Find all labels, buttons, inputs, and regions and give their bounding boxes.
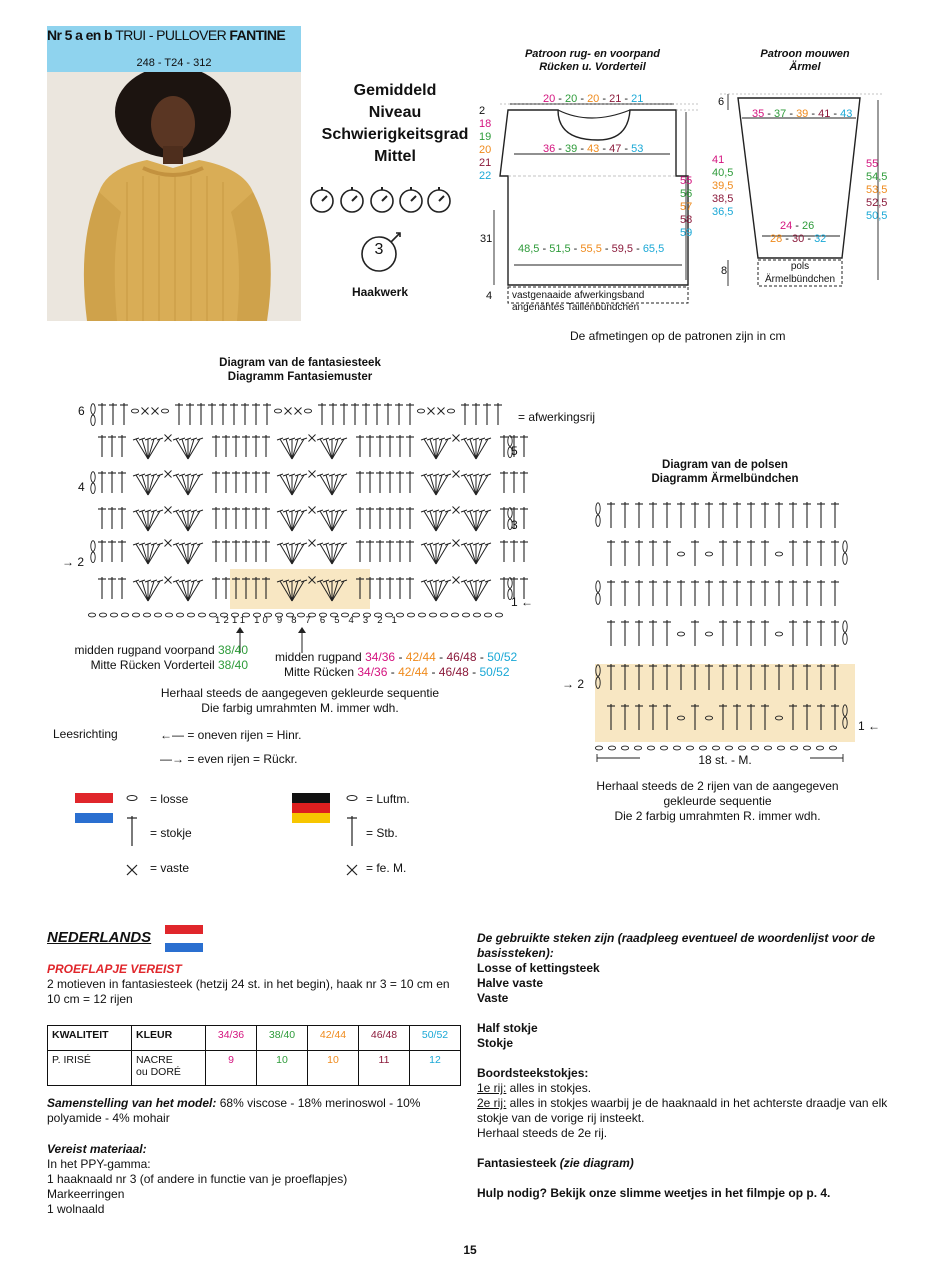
odd-rows-direction: ←— = oneven rijen = Hinr. <box>160 728 302 742</box>
th-quality: KWALITEIT <box>48 1026 132 1051</box>
td-color: NACRE ou DORÉ <box>132 1051 206 1086</box>
legend-sc-nl: = vaste <box>150 861 190 875</box>
materials: Vereist materiaal: In het PPY-gamma: 1 haaknaald nr 3 (of andere in functie van je proeflapjes) Markeerringen 1 wolnaald <box>47 1142 348 1216</box>
row-label-3: 3 <box>511 518 518 532</box>
legend-symbols-nl <box>120 788 150 883</box>
center-back-label-de: Mitte Rücken 34/36 - 42/44 - 46/48 - 50/52 <box>284 665 510 679</box>
dutch-flag-white <box>75 803 113 813</box>
gauge-heading: PROEFLAPJE VEREIST <box>47 962 182 976</box>
reading-direction-label: Leesrichting <box>53 727 118 741</box>
th-size: 38/40 <box>257 1026 308 1051</box>
center-front-label: midden rugpand voorpand 38/40 Mitte Rücken Vorderteil 38/40 <box>74 643 248 672</box>
cuff-stitch-count: 18 st. - M. <box>640 753 810 767</box>
band-height: 4 <box>486 290 493 302</box>
german-flag-black <box>292 793 330 803</box>
nl-flag-white <box>165 934 203 943</box>
side-height-sizes: 55 56 57 58 59 <box>680 175 693 239</box>
cuff-row-label-1: 1 ← <box>858 719 881 733</box>
th-size: 46/48 <box>359 1026 410 1051</box>
nl-flag-blue <box>165 943 203 952</box>
row-label-2: → 2 <box>62 555 85 569</box>
body-schema-title: Patroon rug- en voorpand Rücken u. Vorderteil <box>524 48 661 73</box>
size-codes: 248 - T24 - 312 <box>136 57 212 69</box>
level-line: Schwierigkeitsgrad <box>321 126 469 143</box>
technique: Haakwerk <box>351 285 409 299</box>
th-size: 34/36 <box>206 1026 257 1051</box>
gauge-text: 2 motieven in fantasiesteek (hetzij 24 st. in het begin), haak nr 3 = 10 cm en 10 cm = 12 rijen <box>47 977 450 1006</box>
band-label: vastgenaaide afwerkingsband angenähtes Taillenbündchen <box>512 290 645 313</box>
center-back-label-nl: midden rugpand 34/36 - 42/44 - 46/48 - 50/52 <box>275 650 518 664</box>
legend-sc-de: = fe. M. <box>366 861 407 875</box>
sleeve-right-sizes: 55 54,5 53,5 52,5 50,5 <box>866 158 888 222</box>
german-flag-red <box>292 803 330 813</box>
level-line: Gemiddeld <box>353 82 437 99</box>
dutch-flag-blue <box>75 813 113 823</box>
fancy-repeat-note: Herhaal steeds de aangegeven gekleurde sequentie Die farbig umrahmten M. immer wdh. <box>160 686 440 715</box>
sleeve-mid-sizes-1: 24 - 26 <box>780 220 815 232</box>
difficulty-timers-icon <box>308 182 453 216</box>
cuff-label: pols Ärmelbündchen <box>764 261 836 285</box>
legend-dc-nl: = stokje <box>150 826 192 840</box>
difficulty-level <box>300 80 490 168</box>
td-amount: 9 <box>206 1051 257 1086</box>
model-photo <box>47 72 301 321</box>
legend-chain-nl: = losse <box>150 792 189 806</box>
row-label-5: 5 <box>511 444 518 458</box>
fancy-stitch-chart <box>60 395 580 630</box>
sleeve-left-sizes: 41 40,5 39,5 38,5 36,5 <box>712 154 734 218</box>
cuff-diagram-title: Diagram van de polsen Diagramm Ärmelbündchen <box>651 459 799 485</box>
pattern-title: Nr 5 a en b TRUI - PULLOVER FANTINE <box>47 27 286 43</box>
hook-size: 3 <box>374 241 384 258</box>
level-line: Mittel <box>374 148 416 165</box>
level-line: Niveau <box>368 104 422 121</box>
german-flag-gold <box>292 813 330 823</box>
neck-width-sizes: 20 - 20 - 20 - 21 - 21 <box>543 93 644 105</box>
stitches-section: De gebruikte steken zijn (raadpleeg eventueel de woordenlijst voor de basissteken): Losse of kettingsteek Halve vaste Vaste Half stokje Stokje Boordsteekstokjes: 1e rij: alles in stokjes. 2e rij: alles in stokjes waarbij je de haaknaald in het achterste draadje van elk stokje van de vorige rij insteekt. Herhaal steeds de 2e rij. Fantasiesteek (zie diagram) Hulp nodig? Bekijk onze slimme weetjes in het filmpje op p. 4. <box>477 931 888 1200</box>
page-number: 15 <box>463 1243 477 1257</box>
body-width-sizes: 48,5 - 51,5 - 55,5 - 59,5 - 65,5 <box>518 243 665 255</box>
td-amount: 10 <box>308 1051 359 1086</box>
row-label-6: 6 <box>78 404 85 418</box>
td-amount: 12 <box>410 1051 461 1086</box>
chest-sizes: 36 - 39 - 43 - 47 - 53 <box>543 143 644 155</box>
even-rows-direction: —→ = even rijen = Rückr. <box>160 752 298 766</box>
cuff-repeat-note: Herhaal steeds de 2 rijen van de aangegeven gekleurde sequentie Die 2 farbig umrahmten R. immer wdh. <box>596 779 839 823</box>
finish-row-label: = afwerkingsrij <box>518 410 596 424</box>
language-heading: NEDERLANDS <box>47 929 152 946</box>
th-size: 50/52 <box>410 1026 461 1051</box>
row-label-1: 1 ← <box>511 595 534 609</box>
composition: Samenstelling van het model: 68% viscose - 18% merinoswol - 10% polyamide - 4% mohair <box>47 1096 421 1125</box>
th-color: KLEUR <box>132 1026 206 1051</box>
unit-note: De afmetingen op de patronen zijn in cm <box>570 329 786 343</box>
fancy-diagram-title: Diagram van de fantasiesteek Diagramm Fantasiemuster <box>219 357 381 383</box>
td-amount: 11 <box>359 1051 410 1086</box>
sleeve-top-sizes: 35 - 37 - 39 - 41 - 43 <box>752 108 853 120</box>
td-amount: 10 <box>257 1051 308 1086</box>
cuff-stitch-chart <box>585 490 865 770</box>
neck-depth-sizes: 2 18 19 20 21 22 <box>479 105 492 182</box>
nl-flag-red <box>165 925 203 934</box>
yarn-table <box>47 1025 461 1086</box>
legend-dc-de: = Stb. <box>366 826 398 840</box>
sleeve-top-height: 6 <box>718 96 725 108</box>
td-quality: P. IRISÉ <box>48 1051 132 1086</box>
row-label-4: 4 <box>78 480 85 494</box>
stitch-numbers: 1211 10 9 8 7 6 5 4 3 2 1 <box>215 615 400 626</box>
cuff-height: 8 <box>721 265 728 277</box>
dutch-flag-red <box>75 793 113 803</box>
sleeve-schema-title: Patroon mouwen Ärmel <box>760 48 850 73</box>
th-size: 42/44 <box>308 1026 359 1051</box>
legend-chain-de: = Luftm. <box>366 792 410 806</box>
body-left-height: 31 <box>480 233 493 245</box>
sleeve-mid-sizes-2: 28 - 30 - 32 <box>770 233 827 245</box>
cuff-row-label-2: → 2 <box>562 677 585 691</box>
